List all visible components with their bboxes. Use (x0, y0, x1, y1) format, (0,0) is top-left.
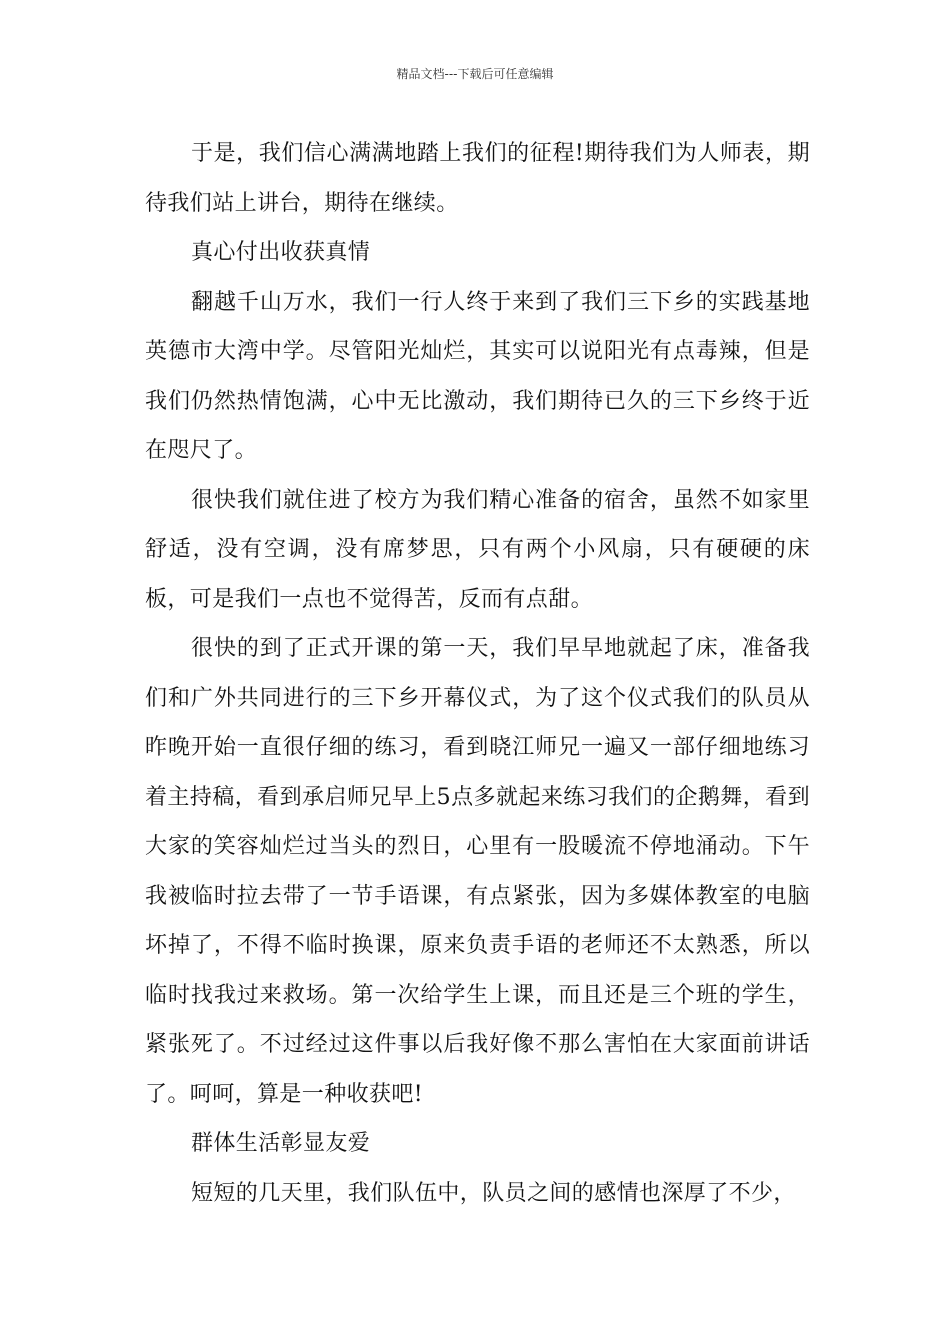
paragraph: 很快我们就住进了校方为我们精心准备的宿舍，虽然不如家里舒适，没有空调，没有席梦思，只有两个小风扇，只有硬硬的床板，可是我们一点也不觉得苦，反而有点甜。 (145, 487, 810, 612)
page-header: 精品文档---下载后可任意编辑 (396, 67, 554, 81)
paragraph: 很快的到了正式开课的第一天，我们早早地就起了床，准备我们和广外共同进行的三下乡开幕仪式，为了这个仪式我们的队员从昨晚开始一直很仔细的练习，看到晓江师兄一遍又一部仔细地练习着主持稿，看到承启师兄早上5点多就起来练习我们的企鹅舞，看到大家的笑容灿烂过当头的烈日，心里有一股暖流不停地涌动。下午我被临时拉去带了一节手语课，有点紧张，因为多媒体教室的电脑坏掉了，不得不临时换课，原来负责手语的老师还不太熟悉，所以临时找我过来救场。第一次给学生上课，而且还是三个班的学生，紧张死了。不过经过这件事以后我好像不那么害怕在大家面前讲话了。呵呵，算是一种收获吧! (145, 636, 810, 1107)
document-body (145, 129, 810, 1218)
paragraph: 短短的几天里，我们队伍中，队员之间的感情也深厚了不少， (191, 1180, 796, 1206)
paragraph: 翻越千山万水，我们一行人终于来到了我们三下乡的实践基地英德市大湾中学。尽管阳光灿烂，其实可以说阳光有点毒辣，但是我们仍然热情饱满，心中无比激动，我们期待已久的三下乡终于近在咫尺了。 (145, 289, 810, 463)
section-heading: 真心付出收获真情 (191, 240, 371, 265)
section-heading: 群体生活彰显友爱 (191, 1131, 371, 1156)
paragraph: 于是，我们信心满满地踏上我们的征程!期待我们为人师表，期待我们站上讲台，期待在继续。 (145, 141, 810, 216)
